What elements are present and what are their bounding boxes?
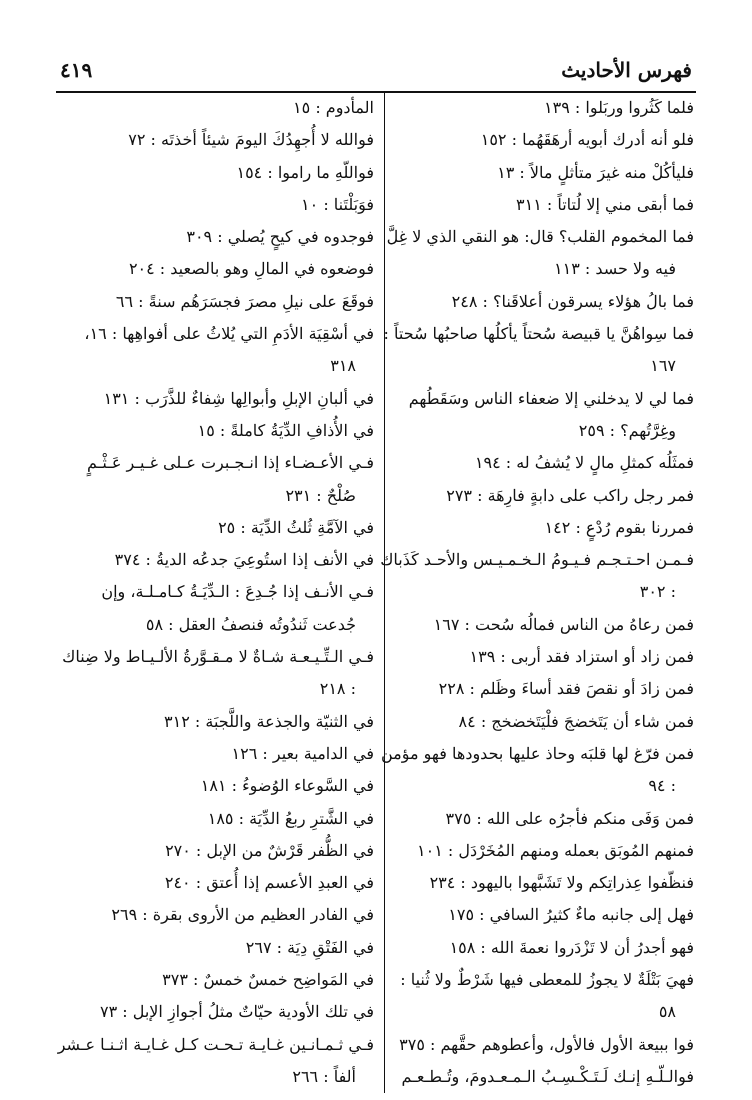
index-entry: فوا ببيعة الأول فالأول، وأعطوهم حقَّهم : ٣٧٥ (399, 1034, 694, 1054)
index-entry: في العبدِ الأعسم إذا أُعتق : ٢٤٠ (164, 873, 374, 893)
index-entry: فنظّفوا عِذراتِكم ولا تَشَبَّهوا باليهود : ٢٣٤ (429, 873, 694, 893)
index-entry: فـي الـتِّـيـعـة شـاةٌ لا مـقـوَّرةُ الألـيـاط ولا ضِناك : ٢١٨ (62, 647, 374, 699)
index-entry: المأدوم : ١٥ (293, 98, 374, 117)
index-entry: فـي ثـمـانـين غـايـة تـحـت كـل غـايـة اثـنـا عـشر ألفاً : ٢٦٦ (57, 1034, 374, 1086)
index-entry: فليأكُلْ منه غيرَ متأثلٍ مالاً : ١٣ (497, 162, 694, 182)
index-entry: فما المخموم القلب؟ قال: هو النقي الذي لا غِلَّ فيه ولا حسد : ١١٣ (386, 227, 694, 279)
index-entry: في أسْقِيَة الأدَمِ التي يُلاثُ على أفواهِها : ١٦، ٣١٨ (84, 324, 374, 376)
index-entry: في الشَّترِ ربعُ الدِّيَة : ١٨٥ (207, 808, 374, 828)
right-column-index (379, 92, 694, 1093)
index-entry: فمن وَفَى منكم فأجرُه على الله : ٣٧٥ (445, 808, 694, 828)
index-entry: فمر رجل راكب على دابةٍ فارِهَة : ٢٧٣ (446, 485, 694, 505)
index-entry: فلما كَثُروا وربَلوا : ١٣٩ (544, 98, 694, 117)
index-entry: في الفَتْقِ دِيَة : ٢٦٧ (245, 937, 374, 957)
index-entry: فما لي لا يدخلني إلا ضعفاء الناس وسَقَطُهم وغِرَّتُهم؟ : ٢٥٩ (408, 388, 694, 440)
index-entry: في تلك الأودية حيّاتٌ مثلُ أجوازِ الإبل : ٧٣ (99, 1002, 374, 1022)
index-entry: فـي الأنـف إذا جُـدِعَ : الـدِّيَـةُ كـامـلـة، وإن جُدعت ثَندُوتُه فنصفُ العقل : ٥٨ (101, 582, 374, 634)
index-entry: فهيَ بَتْلَةٌ لا يجوزُ للمعطى فيها شَرْطٌ ولا ثُنيا : ٥٨ (400, 970, 694, 1022)
index-entry: فمثَلُه كمثلِ مالٍ لا يُشفُ له : ١٩٤ (474, 453, 694, 473)
index-entry: في الثنيّة والجذعة واللَّجبَة : ٣١٢ (164, 711, 374, 731)
index-entry: فمن زاد أو استزاد فقد أربى : ١٣٩ (469, 647, 694, 667)
index-entry: فمن شاء أن يَتَخضجَ فلْيَتَخضخج : ٨٤ (458, 711, 694, 731)
index-entry: في الفادر العظيم من الأروى بقرة : ٢٦٩ (111, 905, 374, 925)
index-entry: فوضعوه في المالِ وهو بالصعيد : ٢٠٤ (128, 259, 374, 279)
index-entry: فواللّهِ ما راموا : ١٥٤ (236, 162, 374, 182)
index-entry: في المَواضِح خمسٌ خمسٌ : ٣٧٣ (162, 970, 374, 990)
page-number: ٤١٩ (60, 58, 93, 82)
index-entry: فوقَعَ على نيلِ مصرَ فجسَرَهُم سنةً : ٦٦ (115, 291, 374, 311)
index-entry: فمن زادَ أو نقصَ فقد أساءَ وظَلم : ٢٢٨ (438, 679, 694, 699)
index-entry: فلو أنه أدرك أبويه أرهَقَهُما : ١٥٢ (480, 130, 694, 150)
index-entry: فما سِواهُنَّ يا قبيصة سُحتاً يأكلُها صاحبُها سُحتاً : ١٦٧ (383, 324, 694, 376)
index-entry: فوالله لا أُجهِدُكَ اليومَ شيئاً أخذتَه : ٧٢ (128, 130, 374, 150)
index-entry: فـمـن احـتـجـم فـيـومُ الـخـمـيـس والأحـد كَذَباك : ٣٠٢ (380, 550, 694, 602)
index-entry: في الآمَّةِ ثُلثُ الدِّيَة : ٢٥ (218, 517, 374, 537)
index-entry: فمررنا بقوم رُدْعٍ : ١٤٢ (544, 517, 694, 537)
index-entry: فمن فرّغ لها قلبَه وحاذ عليها بحدودها فهو مؤمن : ٩٤ (380, 743, 694, 796)
index-entry: فما أبقى مني إلا لُتاتاً : ٣١١ (516, 194, 694, 214)
index-entry: فمنهم المُوبَق بعمله ومنهم المُخَرْدَل : ١٠١ (417, 840, 694, 860)
index-entry: فهو أجدرُ أن لا تَزْدَروا نعمةَ الله : ١٥٨ (449, 937, 694, 957)
index-entry: فوجدوه في كيحٍ يُصلي : ٣٠٩ (186, 227, 374, 247)
index-entry: في الظُّفر قَرْشٌ من الإبل : ٢٧٠ (165, 840, 374, 860)
running-title: فهرس الأحاديث (561, 58, 692, 82)
index-entry: في ألبانِ الإبلِ وأبوالِها شِفاءٌ للذَّرَب : ١٣١ (103, 388, 374, 408)
index-entry: في السَّوعاء الوُضوءُ : ١٨١ (200, 776, 374, 796)
index-entry: في الدامية بعير : ١٢٦ (231, 743, 374, 763)
page-header (60, 58, 692, 92)
index-entry: فـي الأعـضـاء إذا انـجـبرت عـلى غـيـر عَـثْـمٍ صُلْحٌ : ٢٣١ (87, 453, 374, 505)
left-column-index (56, 92, 374, 1093)
index-entry: فوالـلّـهِ إنـك لَـتَـكْـسِـبُ الـمـعـدومَ، وتُـطـعـم (401, 1066, 694, 1086)
index-entry: فوَبَلْتَنا : ١٠ (301, 194, 374, 214)
index-entry: فمن رعاهُ من الناس فمالُه سُحت : ١٦٧ (433, 614, 694, 634)
index-entry: في الأُذافِ الدِّيَةُ كاملةً : ١٥ (197, 420, 374, 440)
index-entry: في الأنف إذا استُوعِيَ جدعُه الديةُ : ٣٧٤ (114, 550, 374, 570)
index-entry: فهل إلى جانبه ماءٌ كثيرُ السافي : ١٧٥ (448, 905, 694, 925)
index-entry: فما بالُ هؤلاء يسرقون أعلاقَنا؟ : ٢٤٨ (451, 291, 694, 311)
